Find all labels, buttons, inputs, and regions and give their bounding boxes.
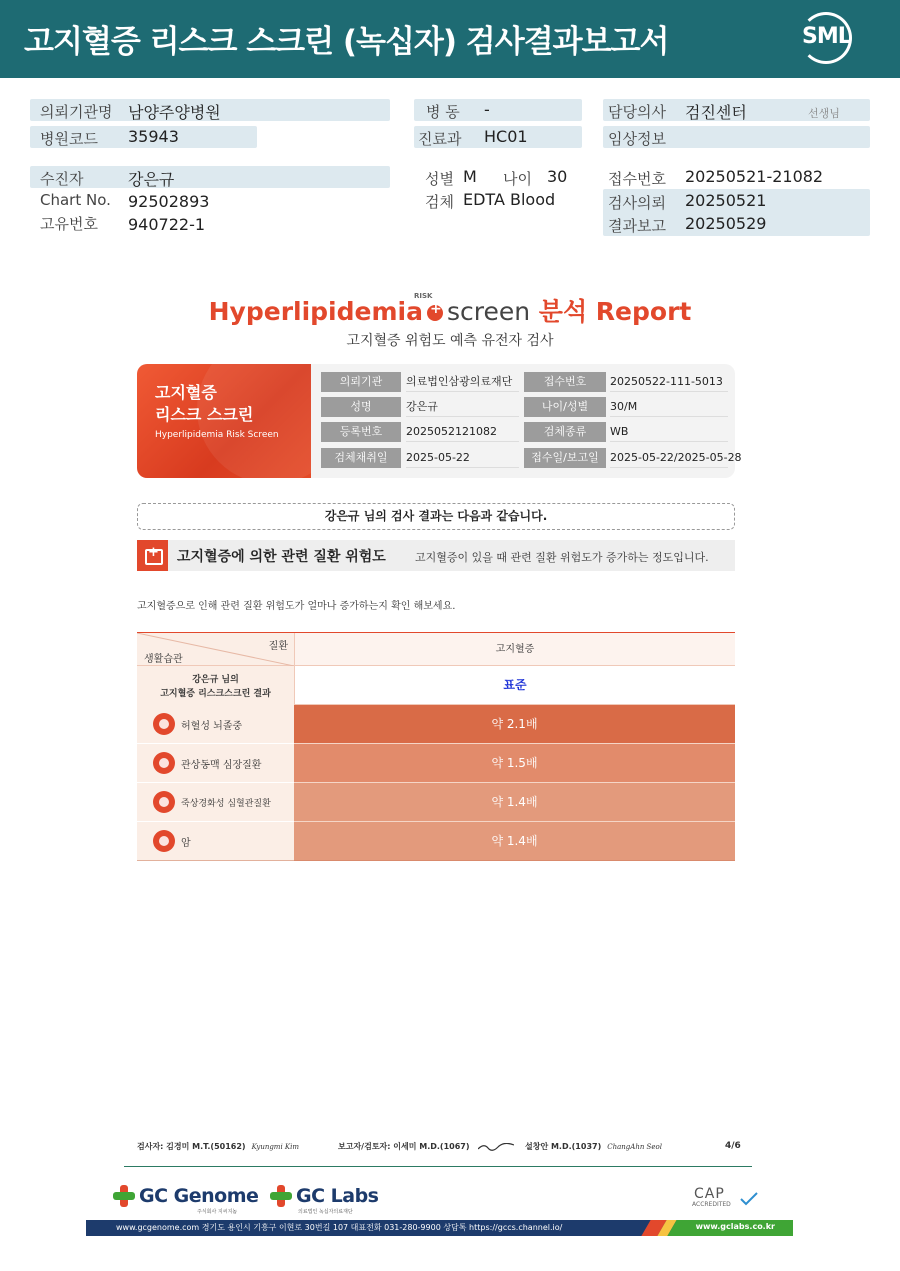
- table-row: [137, 822, 735, 861]
- report-date-label: 결과보고: [608, 217, 666, 235]
- vessel-icon: [153, 791, 175, 813]
- doctor-suffix: 선생님: [808, 107, 840, 120]
- ward-label: 병 동: [426, 103, 460, 121]
- tester: 검사자: 김경미 M.T.(50162): [137, 1142, 246, 1151]
- approver: 설창안 M.D.(1037): [525, 1142, 602, 1151]
- gc-genome-logo: GC Genome: [139, 1185, 259, 1207]
- report-title: [0, 292, 900, 328]
- card-field-value: 30/M: [610, 397, 728, 417]
- card-field-value: 2025-05-22/2025-05-28: [610, 448, 728, 468]
- receipt-number: 20250521-21082: [685, 167, 824, 186]
- risk-name-cell: [137, 744, 294, 783]
- info-bar: [30, 166, 390, 188]
- gc-cross-icon: [113, 1185, 135, 1207]
- tester-signature: [137, 1141, 299, 1152]
- footer-divider: [124, 1166, 752, 1167]
- card-field-label: 검체채취일: [321, 448, 401, 468]
- result-row-label: [137, 666, 294, 705]
- section-title: 고지혈증에 의한 관련 질환 위험도: [177, 549, 386, 565]
- risk-table: [137, 632, 735, 849]
- doctor: 검진센터: [685, 103, 747, 122]
- note-text: 고지혈증으로 인해 관련 질환 위험도가 얼마나 증가하는지 확인 해보세요.: [137, 601, 456, 612]
- risk-tag: RISK: [414, 292, 433, 300]
- gc-labs-logo: GC Labs: [296, 1185, 379, 1207]
- risk-name: 관상동맥 심장질환: [181, 759, 262, 771]
- reviewer-sign-icon: [478, 1143, 514, 1151]
- corner-bottom-label: 생활습관: [144, 654, 183, 665]
- patient-name: 강은규: [128, 170, 175, 189]
- report-title-main: Hyperlipidemia: [208, 297, 423, 326]
- result-intro: 강은규 님의 검사 결과는 다음과 같습니다.: [137, 503, 735, 530]
- card-field-label: 접수번호: [524, 372, 606, 392]
- clinical-label: 임상정보: [608, 130, 666, 148]
- approver-sign: ChangAhn Seol: [607, 1143, 662, 1151]
- corner-top-label: 질환: [268, 641, 288, 652]
- card-field-value: 강은규: [406, 397, 519, 417]
- risk-name-cell: [137, 705, 294, 744]
- page-title: 고지혈증 리스크 스크린 (녹십자) 검사결과보고서: [24, 24, 669, 60]
- chart-number: 92502893: [128, 192, 210, 211]
- medical-folder-icon: [137, 540, 168, 571]
- result-row-label-2: 고지혈증 리스크스크린 결과: [160, 689, 271, 699]
- risk-name-cell: [137, 822, 294, 861]
- sex: M: [463, 167, 477, 186]
- table-corner-cell: [137, 633, 294, 665]
- artery-icon: [153, 752, 175, 774]
- section-header: [137, 540, 735, 571]
- chart-label: Chart No.: [40, 191, 111, 209]
- card-field-value: WB: [610, 422, 728, 442]
- risk-value: 약 1.4배: [294, 822, 735, 861]
- patient-label: 수진자: [40, 170, 84, 188]
- card-banner: [137, 364, 311, 478]
- age-label: 나이: [503, 170, 532, 188]
- card-field-value: 20250522-111-5013: [610, 372, 728, 392]
- card-field-label: 성명: [321, 397, 401, 417]
- request-date-label: 검사의뢰: [608, 194, 666, 212]
- footer-address: www.gcgenome.com 경기도 용인시 기흥구 이현로 30번길 107 대표전화 031-280-9900 상담톡 https://gccs.channel.io/: [116, 1223, 563, 1232]
- specimen-label: 검체: [425, 193, 454, 211]
- brain-icon: [153, 713, 175, 735]
- column-header: 고지혈증: [294, 633, 735, 665]
- requesting-org: 남양주양병원: [128, 103, 221, 122]
- dept: HC01: [484, 127, 528, 146]
- gc-cross-icon: [270, 1185, 292, 1207]
- risk-value: 약 1.5배: [294, 744, 735, 783]
- ward: -: [484, 100, 490, 119]
- table-row: [137, 783, 735, 822]
- card-field-value: 2025052121082: [406, 422, 519, 442]
- risk-name: 암: [181, 837, 191, 849]
- sml-logo: [796, 10, 856, 66]
- header-bar: [0, 0, 900, 78]
- tester-sign: Kyungmi Kim: [251, 1143, 300, 1151]
- report-title-suffix: 분석 Report: [538, 297, 692, 326]
- unique-id: 940722-1: [128, 215, 206, 234]
- table-header-row: [137, 633, 735, 666]
- report-subtitle: 고지혈증 위험도 예측 유전자 검사: [346, 333, 554, 349]
- reviewer-signature: [338, 1141, 514, 1152]
- gc-labs-sub: 의료법인 녹십자의료재단: [298, 1209, 353, 1215]
- check-icon: [740, 1192, 758, 1206]
- card-field-label: 등록번호: [321, 422, 401, 442]
- logo-text: SML: [802, 24, 851, 49]
- sex-label: 성별: [425, 170, 454, 188]
- reviewer: 보고자/검토자: 이세미 M.D.(1067): [338, 1142, 470, 1151]
- section-description: 고지혈증이 있을 때 관련 질환 위험도가 증가하는 정도입니다.: [415, 551, 709, 564]
- requesting-org-label: 의뢰기관명: [40, 103, 113, 121]
- risk-value: 약 1.4배: [294, 783, 735, 822]
- card-field-value: 의료법인삼광의료재단: [406, 372, 519, 392]
- cancer-cell-icon: [153, 830, 175, 852]
- plus-icon: [427, 305, 443, 321]
- risk-value: 약 2.1배: [294, 705, 735, 744]
- card-field-label: 접수일/보고일: [524, 448, 606, 468]
- cap-accredited: ACCREDITED: [692, 1201, 731, 1208]
- table-row: [137, 705, 735, 744]
- risk-name: 허혈성 뇌졸중: [181, 720, 243, 732]
- cap-logo: CAP: [694, 1186, 725, 1202]
- table-row: [137, 744, 735, 783]
- card-field-label: 나이/성별: [524, 397, 606, 417]
- doctor-label: 담당의사: [608, 103, 666, 121]
- card-field-label: 의뢰기관: [321, 372, 401, 392]
- result-row-label-1: 강은규 님의: [192, 675, 239, 685]
- hospital-code: 35943: [128, 127, 179, 146]
- result-row: [137, 666, 735, 705]
- card-field-label: 검체종류: [524, 422, 606, 442]
- unique-id-label: 고유번호: [40, 215, 98, 233]
- receipt-label: 접수번호: [608, 170, 666, 188]
- specimen: EDTA Blood: [463, 190, 556, 209]
- approver-signature: [525, 1141, 662, 1152]
- footer-site: www.gclabs.co.kr: [695, 1222, 775, 1231]
- card-title-2: 리스크 스크린: [155, 405, 254, 424]
- request-date: 20250521: [685, 191, 767, 210]
- card-title-3: Hyperlipidemia Risk Screen: [155, 430, 279, 440]
- result-value: 표준: [294, 666, 735, 705]
- age: 30: [547, 167, 568, 186]
- footer-bar: [86, 1220, 793, 1236]
- report-date: 20250529: [685, 214, 767, 233]
- hospital-code-label: 병원코드: [40, 130, 98, 148]
- risk-name-cell: [137, 783, 294, 822]
- risk-name: 죽상경화성 심혈관질환: [181, 798, 271, 809]
- gc-genome-sub: 주식회사 지씨지놈: [197, 1209, 238, 1215]
- report-title-screen: screen: [446, 297, 531, 326]
- card-title-1: 고지혈증: [155, 383, 217, 402]
- page-number: 4/6: [725, 1141, 741, 1151]
- dept-label: 진료과: [418, 130, 462, 148]
- card-field-value: 2025-05-22: [406, 448, 519, 468]
